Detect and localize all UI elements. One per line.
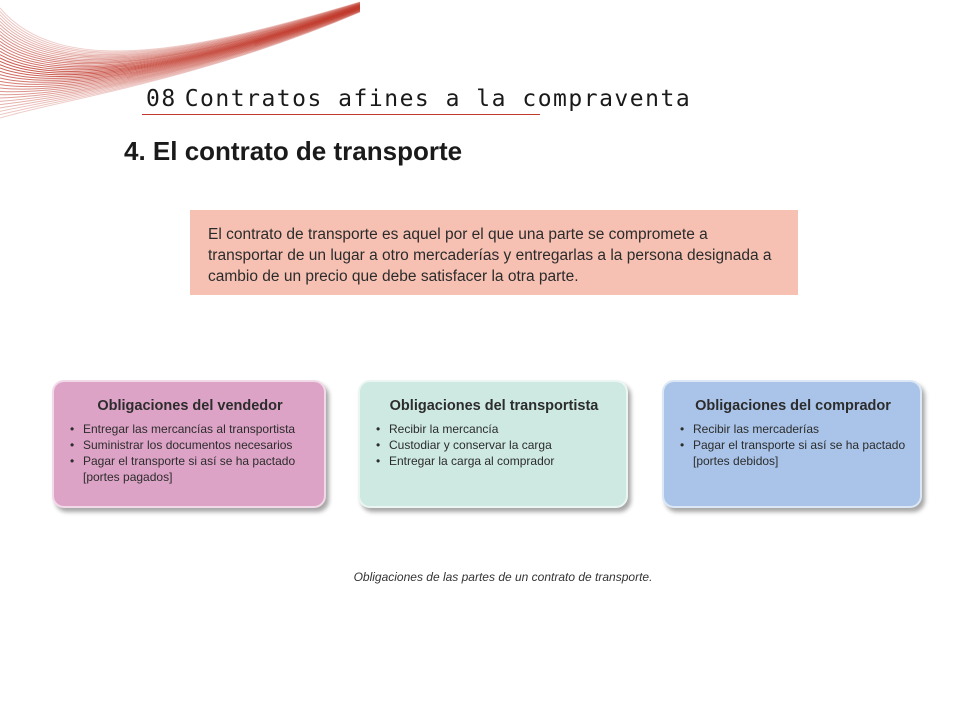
figure-caption: Obligaciones de las partes de un contrato de transporte.	[353, 570, 653, 584]
chapter-heading	[146, 86, 691, 116]
obligation-list	[376, 421, 612, 469]
card-title: Obligaciones del comprador	[695, 398, 891, 414]
list-item: • Pagar el transporte si así se ha pactado [portes debidos]	[680, 437, 906, 469]
card-title: Obligaciones del vendedor	[97, 398, 283, 414]
obligation-list	[680, 421, 906, 469]
obligation-list	[70, 421, 310, 485]
list-item: • Suministrar los documentos necesarios	[70, 437, 310, 453]
list-item: • Entregar la carga al comprador	[376, 453, 612, 469]
definition-box: El contrato de transporte es aquel por el que una parte se compromete a transportar de un lugar a otro mercaderías y entregarlas a la persona designada a cambio de un precio que debe satisfacer la otra parte.	[190, 210, 798, 295]
seller-obligations-card	[52, 380, 326, 508]
card-title: Obligaciones del transportista	[389, 398, 599, 414]
carrier-obligations-card	[358, 380, 628, 508]
list-item: • Recibir la mercancía	[376, 421, 612, 437]
list-item: • Pagar el transporte si así se ha pactado [portes pagados]	[70, 453, 310, 485]
chapter-title: Contratos afines a la compraventa	[184, 86, 692, 112]
buyer-obligations-card	[662, 380, 922, 508]
section-title: 4. El contrato de transporte	[124, 136, 463, 166]
chapter-underline	[142, 114, 540, 115]
chapter-number: 08	[146, 86, 177, 112]
list-item: • Recibir las mercaderías	[680, 421, 906, 437]
list-item: • Entregar las mercancías al transportista	[70, 421, 310, 437]
list-item: • Custodiar y conservar la carga	[376, 437, 612, 453]
